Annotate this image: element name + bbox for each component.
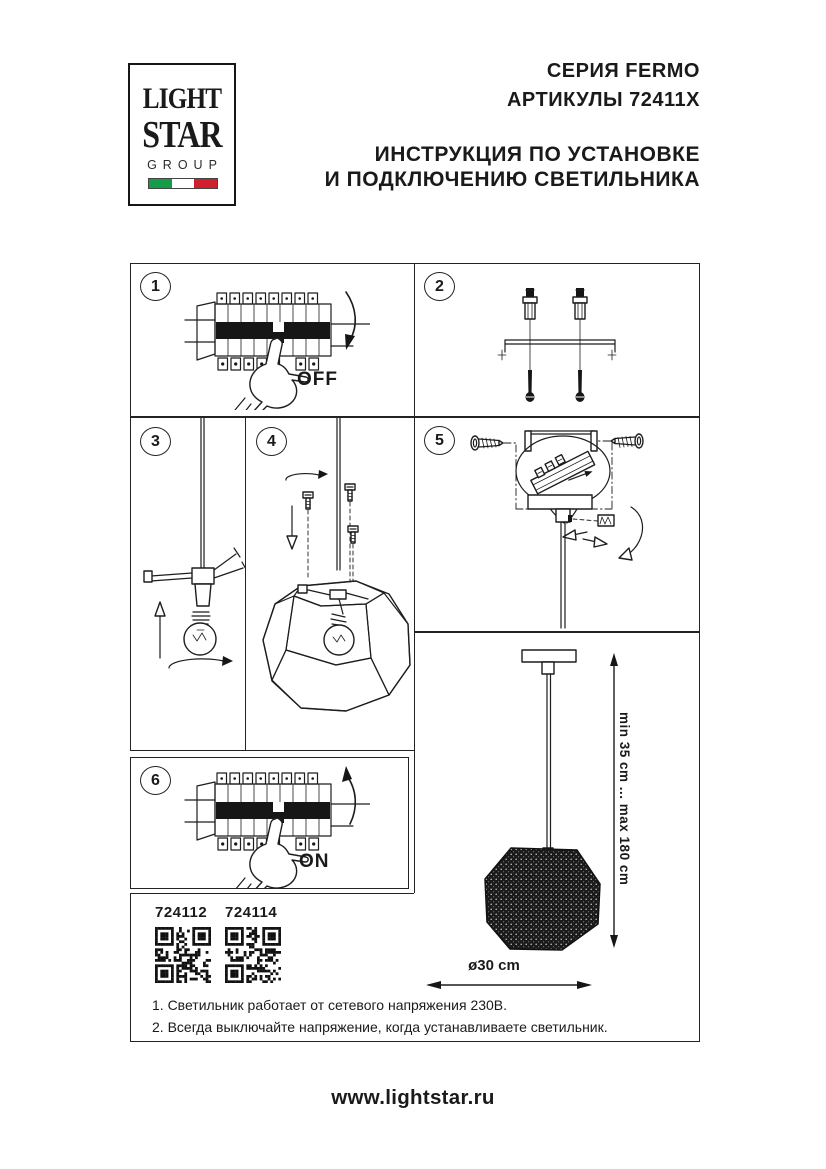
qr-code-label: 724112 [155,904,208,921]
step-6-badge: 6 [140,766,171,795]
bulb-icon [184,612,216,655]
breaker-on-illustration [160,762,370,888]
lightstar-logo [128,63,236,206]
on-label: ON [299,851,330,872]
step-5-badge: 5 [424,426,455,455]
step-1-badge: 1 [140,272,171,301]
screw-icon [471,436,518,450]
note-line-1: 1. Светильник работает от сетевого напряжения 230В. [152,997,508,1013]
mounting-bar [498,340,616,360]
logo-star-text: STAR [142,114,222,156]
shade-assembly-illustration [246,418,414,750]
qr-code-724114 [225,927,281,983]
socket-and-bulb-illustration [131,418,245,750]
wall-anchor-icon [573,288,587,319]
logo-light-text: LIGHT [142,82,222,115]
canopy-plate [522,650,576,662]
shade-silhouette [485,848,600,950]
logo-group-text: GROUP [147,158,223,172]
screw-icon [526,370,535,402]
note-line-2: 2. Всегда выключайте напряжение, когда устанавливаете светильник. [152,1019,608,1035]
qr-code-label: 724114 [225,904,278,921]
articles-title: АРТИКУЛЫ 72411X [506,89,700,111]
off-label: OFF [297,369,338,390]
step-2-badge: 2 [424,272,455,301]
diameter-label: ø30 cm [468,957,520,974]
step-4-badge: 4 [256,427,287,456]
website-url: www.lightstar.ru [331,1086,495,1109]
canopy-mounting-illustration [415,419,699,631]
pendant-lamp-illustration [415,633,699,1041]
step-3-badge: 3 [140,427,171,456]
breaker-off-illustration [160,278,370,410]
canopy-plate [528,495,592,509]
adjust-arrows [563,530,607,547]
qr-code-724112 [155,927,211,983]
series-title: СЕРИЯ FERMO [546,60,700,82]
italian-flag-icon [148,178,218,189]
mounting-hardware-illustration [420,272,695,412]
instruction-title-line1: ИНСТРУКЦИЯ ПО УСТАНОВКЕ [374,143,700,166]
diameter-dimension [426,981,592,989]
screw-icon [576,370,585,402]
screw-icon [597,434,643,448]
grub-screw-icon [598,515,614,526]
height-range-label: min 35 cm ... max 180 cm [617,712,632,886]
wall-anchor-icon [523,288,537,319]
safety-notes [152,994,732,1038]
instruction-title-line2: И ПОДКЛЮЧЕНИЮ СВЕТИЛЬНИКА [324,168,700,191]
